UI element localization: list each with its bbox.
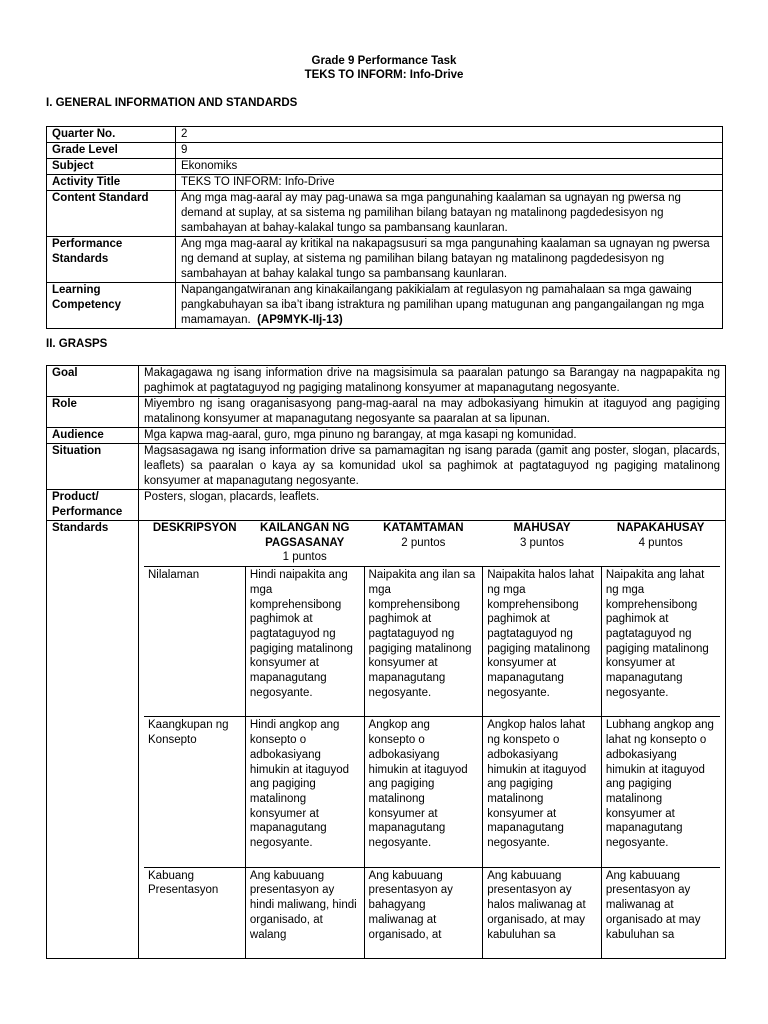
rubric-table	[144, 521, 720, 958]
table-row	[47, 444, 726, 490]
row-label: Quarter No.	[47, 127, 176, 143]
rubric-header: DESKRIPSYON	[152, 522, 237, 534]
rubric-cell: Ang kabuuang presentasyon ay bahagyang maliwanag at organisado, at	[364, 867, 483, 958]
competency-text: Napangangatwiranan ang kinakailangang pakikialam at regulasyon ng pamahalaan sa mga gawaing pangkabuhayan sa iba’t ibang istraktura ng pamilihan upang matugunan ang pangangailangan ng mga mamamayan.	[181, 284, 705, 326]
table-row	[47, 237, 723, 283]
row-label: Situation	[47, 444, 139, 490]
rubric-cell: Hindi naipakita ang mga komprehensibong paghimok at pagtataguyod ng pagiging matalinong konsyumer at mapanagutang negosyante.	[245, 567, 364, 717]
rubric-header: KATAMTAMAN 2 puntos	[383, 522, 464, 549]
row-value: 9	[176, 143, 723, 159]
section-heading-general: I. GENERAL INFORMATION AND STANDARDS	[46, 97, 298, 109]
rubric-cell: Naipakita halos lahat ng mga komprehensibong paghimok at pagtataguyod ng pagiging matalinong konsyumer at mapanagutang negosyante.	[483, 567, 602, 717]
rubric-cell: Ang kabuuang presentasyon ay maliwanag at organisado at may kabuluhan sa	[601, 867, 720, 958]
row-label: Content Standard	[47, 191, 176, 237]
rubric-cell: Angkop ang konsepto o adbokasiyang himukin at itaguyod ang pagiging matalinong konsyumer at mapanagutang negosyante.	[364, 717, 483, 867]
general-info-table	[46, 126, 723, 329]
rubric-cell: Hindi angkop ang konsepto o adbokasiyang himukin at itaguyod ang pagiging matalinong konsyumer at mapanagutang negosyante.	[245, 717, 364, 867]
row-label: Goal	[47, 366, 139, 397]
rubric-criterion: Kaangkupan ng Konsepto	[144, 717, 245, 867]
row-value: TEKS TO INFORM: Info-Drive	[176, 175, 723, 191]
rubric-row	[144, 867, 720, 958]
rubric-container	[139, 521, 726, 959]
rubric-header-row	[144, 521, 720, 567]
row-value: Makagagawa ng isang information drive na magsisimula sa paaralan patungo sa Barangay na nagpapakita ng paghimok at pagtataguyod ng pagiging matalinong konsyumer at mapanagutang negosyante.	[139, 366, 726, 397]
row-label: Grade Level	[47, 143, 176, 159]
rubric-row	[144, 717, 720, 867]
rubric-cell: Naipakita ang ilan sa mga komprehensibong paghimok at pagtataguyod ng pagiging matalinong konsyumer at mapanagutang negosyante.	[364, 567, 483, 717]
row-label: Learning Competency	[47, 283, 176, 329]
row-label: Subject	[47, 159, 176, 175]
row-label: Activity Title	[47, 175, 176, 191]
table-row	[47, 159, 723, 175]
row-value: Mga kapwa mag-aaral, guro, mga pinuno ng barangay, at mga kasapi ng komunidad.	[139, 428, 726, 444]
row-value: Miyembro ng isang oraganisasyong pang-mag-aaral na may adbokasiyang himukin at itaguyod ang pagiging matalinong konsyumer at mapanagutang negosyante sa paaralan at sa lipunan.	[139, 397, 726, 428]
rubric-criterion: Kabuang Presentasyon	[144, 867, 245, 958]
rubric-cell: Naipakita ang lahat ng mga komprehensibong paghimok at pagtataguyod ng pagiging matalinong konsyumer at mapanagutang negosyante.	[601, 567, 720, 717]
section-heading-grasps: II. GRASPS	[46, 338, 108, 350]
document-title: Grade 9 Performance Task	[311, 55, 457, 67]
table-row	[47, 143, 723, 159]
table-row	[47, 191, 723, 237]
row-value	[176, 283, 723, 329]
row-value: Ang mga mag-aaral ay kritikal na nakapagsusuri sa mga pangunahing kaalaman sa ugnayan ng pwersa ng demand at suplay, at sistema ng pamilihan bilang batayan ng matalinong pagdedesisyon ng sambahayan at bahay kalakal tungo sa pambansang kaunlaran.	[176, 237, 723, 283]
row-value: 2	[176, 127, 723, 143]
table-row	[47, 127, 723, 143]
table-row	[47, 428, 726, 444]
row-label: Standards	[47, 521, 139, 959]
grasps-table	[46, 365, 726, 959]
rubric-criterion: Nilalaman	[144, 567, 245, 717]
table-row	[47, 521, 726, 959]
rubric-header: NAPAKAHUSAY 4 puntos	[616, 522, 705, 549]
row-value: Ekonomiks	[176, 159, 723, 175]
rubric-cell: Ang kabuuang presentasyon ay halos maliwanag at organisado, at may kabuluhan sa	[483, 867, 602, 958]
rubric-cell: Lubhang angkop ang lahat ng konsepto o adbokasiyang himukin at itaguyod ang pagiging matalinong konsyumer at mapanagutang negosyante.	[601, 717, 720, 867]
table-row	[47, 366, 726, 397]
rubric-header: MAHUSAY 3 puntos	[513, 522, 571, 549]
document-subtitle: TEKS TO INFORM: Info-Drive	[304, 69, 464, 81]
table-row	[47, 283, 723, 329]
rubric-cell: Ang kabuuang presentasyon ay hindi maliwang, hindi organisado, at walang	[245, 867, 364, 958]
row-value: Ang mga mag-aaral ay may pag-unawa sa mga pangunahing kaalaman sa ugnayan ng pwersa ng demand at suplay, at sa sistema ng pamilihan bilang batayan ng matalinong pagdedesisyon ng sambahayan at bahay-kalakal tungo sa pambansang kaunlaran.	[176, 191, 723, 237]
row-label: Role	[47, 397, 139, 428]
table-row	[47, 175, 723, 191]
competency-code: (AP9MYK-IIj-13)	[257, 314, 343, 326]
row-value: Magsasagawa ng isang information drive sa pamamagitan ng isang parada (gamit ang poster, slogan, placards, leaflets) sa paaralan o kaya ay sa komunidad ukol sa paghimok at pagtataguyod ng pagiging matalinong konsyumer at mapanagutang negosyante.	[139, 444, 726, 490]
rubric-header: KAILANGAN NG PAGSASANAY 1 puntos	[260, 522, 350, 564]
table-row	[47, 397, 726, 428]
rubric-cell: Angkop halos lahat ng konspeto o adbokasiyang himukin at itaguyod ang pagiging matalinong konsyumer at mapanagutang negosyante.	[483, 717, 602, 867]
rubric-row	[144, 567, 720, 717]
row-label: Product/ Performance	[47, 490, 139, 521]
row-label: Performance Standards	[47, 237, 176, 283]
row-label: Audience	[47, 428, 139, 444]
row-value: Posters, slogan, placards, leaflets.	[139, 490, 726, 521]
table-row	[47, 490, 726, 521]
